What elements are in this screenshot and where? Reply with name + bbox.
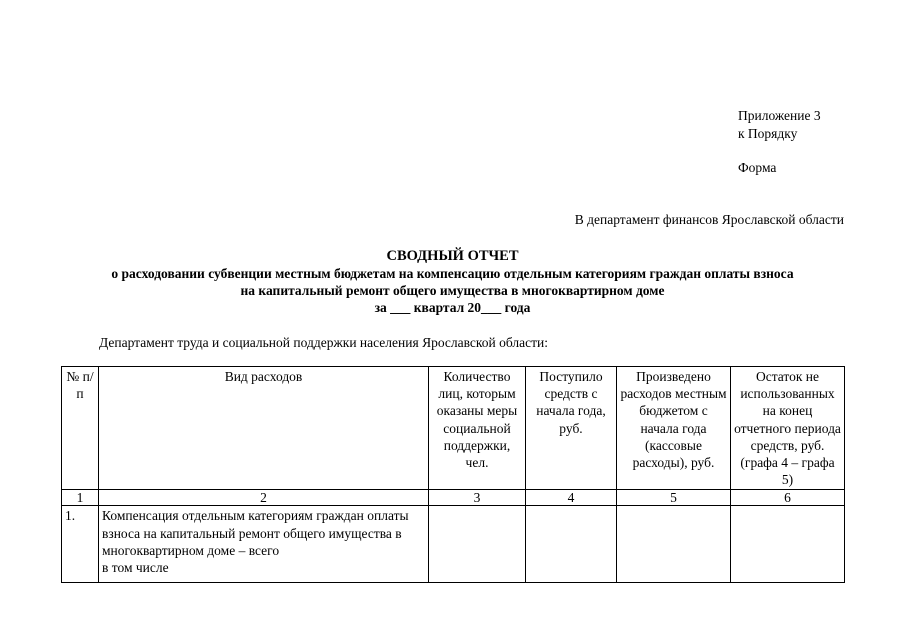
row-funds-received[interactable] bbox=[526, 506, 617, 583]
appendix-block bbox=[738, 107, 821, 143]
report-title: СВОДНЫЙ ОТЧЕТ bbox=[386, 248, 519, 264]
appendix-reference: к Порядку bbox=[738, 126, 798, 141]
report-subtitle-line2: на капитальный ремонт общего имущества в многоквартирном доме bbox=[240, 283, 665, 298]
column-number: 3 bbox=[429, 490, 526, 506]
row-expenses-made[interactable] bbox=[617, 506, 731, 583]
header-expenses-made: Произведено расходов местным бюджетом с начала года (кассовые расходы), руб. bbox=[617, 367, 731, 490]
addressee: В департамент финансов Ярославской области bbox=[574, 212, 844, 227]
report-period: за ___ квартал 20___ года bbox=[374, 300, 531, 315]
row-people-count[interactable] bbox=[429, 506, 526, 583]
title-block bbox=[0, 248, 905, 316]
column-number: 6 bbox=[731, 490, 845, 506]
column-number: 5 bbox=[617, 490, 731, 506]
row-expense-type-text: Компенсация отдельным категориям граждан оплаты взноса на капитальный ремонт общего имущества в многоквартирном доме – всего bbox=[102, 508, 409, 558]
header-row-number: № п/п bbox=[62, 367, 99, 490]
header-funds-received: Поступило средств с начала года, руб. bbox=[526, 367, 617, 490]
row-remainder[interactable] bbox=[731, 506, 845, 583]
sender-department: Департамент труда и социальной поддержки населения Ярославской области: bbox=[99, 335, 549, 350]
header-expense-type: Вид расходов bbox=[99, 367, 429, 490]
header-people-count: Количество лиц, которым оказаны меры социальной поддержки, чел. bbox=[429, 367, 526, 490]
header-remainder: Остаток не использованных на конец отчетного периода средств, руб. (графа 4 – графа 5) bbox=[731, 367, 845, 490]
column-number: 1 bbox=[62, 490, 99, 506]
appendix-number: Приложение 3 bbox=[738, 108, 821, 123]
table-row bbox=[62, 506, 845, 583]
column-numbers-row bbox=[62, 490, 845, 506]
column-number: 4 bbox=[526, 490, 617, 506]
column-number: 2 bbox=[99, 490, 429, 506]
row-expense-type-sub: в том числе bbox=[102, 560, 169, 576]
form-label: Форма bbox=[738, 160, 777, 175]
report-table bbox=[61, 366, 845, 583]
row-expense-type bbox=[99, 506, 429, 583]
table-header-row bbox=[62, 367, 845, 490]
report-subtitle-line1: о расходовании субвенции местным бюджетам на компенсацию отдельным категориям граждан оплаты взноса bbox=[111, 266, 794, 281]
row-number: 1. bbox=[62, 506, 99, 583]
